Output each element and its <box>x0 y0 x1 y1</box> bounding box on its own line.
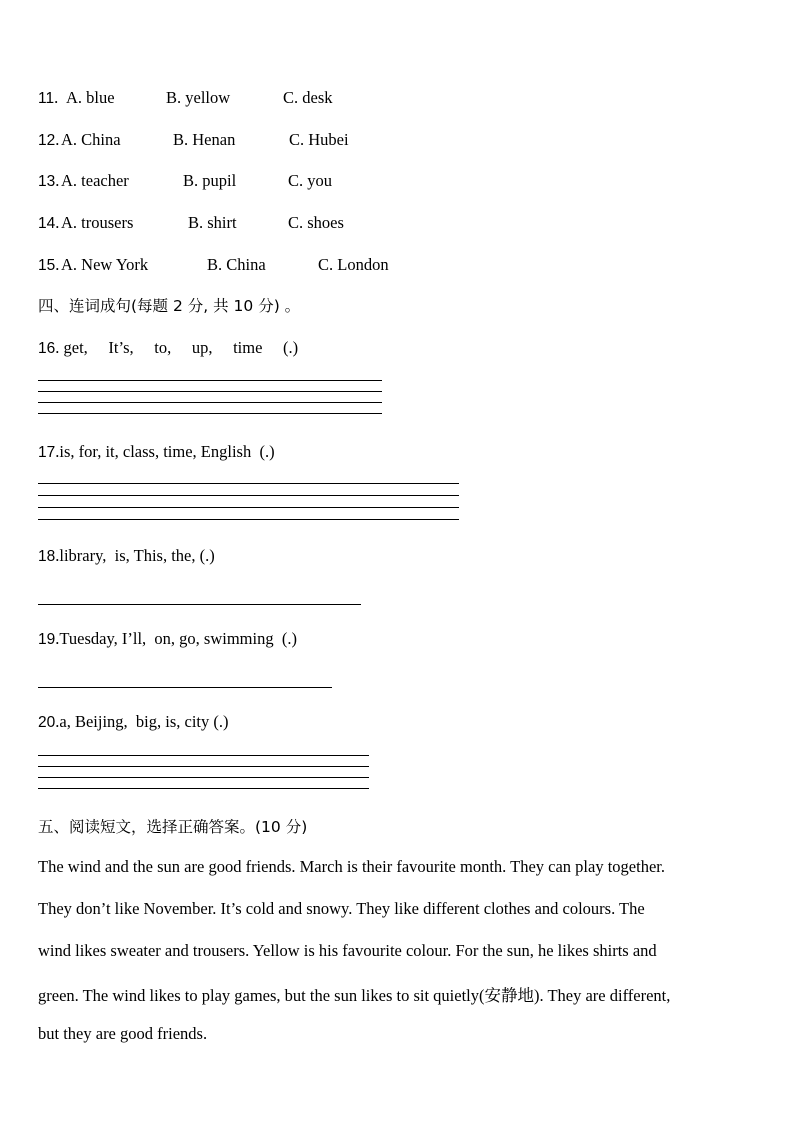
option-c: C. desk <box>283 88 333 107</box>
option-b: B. yellow <box>166 88 231 107</box>
question-separator: . <box>55 171 60 190</box>
passage-line: wind likes sweater and trousers. Yellow is his favourite colour. For the sun, he likes shirts and <box>38 941 657 960</box>
answer-line[interactable] <box>38 766 369 767</box>
option-c: C. London <box>318 255 389 274</box>
question-number: 20 <box>38 714 56 731</box>
option-b: B. shirt <box>188 213 237 232</box>
choice-question-14 <box>38 213 344 233</box>
option-a: A. blue <box>66 88 115 107</box>
passage-line: green. The wind likes to play games, but the sun likes to sit quietly(安静地). They are different, <box>38 986 671 1005</box>
answer-line[interactable] <box>38 604 361 605</box>
question-number: 13 <box>38 173 56 190</box>
passage-line: They don’t like November. It’s cold and snowy. They like different clothes and colours. The <box>38 899 645 918</box>
answer-line[interactable] <box>38 788 369 789</box>
answer-line[interactable] <box>38 495 459 496</box>
answer-line[interactable] <box>38 519 459 520</box>
question-number: 18 <box>38 548 56 565</box>
sentence-question-18 <box>38 546 215 566</box>
sentence-question-20 <box>38 712 228 732</box>
option-b: B. China <box>207 255 266 274</box>
question-separator: . <box>55 130 60 149</box>
sentence-question-17 <box>38 442 275 462</box>
option-a: A. teacher <box>61 171 129 190</box>
question-separator: . <box>55 255 60 274</box>
option-c: C. Hubei <box>289 130 349 149</box>
option-b: B. pupil <box>183 171 237 190</box>
answer-line[interactable] <box>38 777 369 778</box>
option-a: A. New York <box>61 255 149 274</box>
option-c: C. shoes <box>288 213 344 232</box>
option-a: A. trousers <box>61 213 134 232</box>
question-number: 11 <box>38 90 55 107</box>
answer-line[interactable] <box>38 402 382 403</box>
answer-line[interactable] <box>38 687 332 688</box>
choice-question-11 <box>38 88 333 108</box>
question-words: .a, Beijing, big, is, city (.) <box>55 712 229 731</box>
question-words: .Tuesday, I’ll, on, go, swimming (.) <box>55 629 297 648</box>
choice-question-12 <box>38 130 349 150</box>
question-number: 14 <box>38 215 56 232</box>
question-words: .is, for, it, class, time, English (.) <box>55 442 275 461</box>
option-b: B. Henan <box>173 130 236 149</box>
passage-line: but they are good friends. <box>38 1024 208 1043</box>
answer-line[interactable] <box>38 483 459 484</box>
option-a: A. China <box>61 130 121 149</box>
passage-line: The wind and the sun are good friends. March is their favourite month. They can play together. <box>38 857 665 876</box>
question-number: 19 <box>38 631 56 648</box>
answer-line[interactable] <box>38 391 382 392</box>
question-words: .library, is, This, the, (.) <box>55 546 215 565</box>
section-4-heading: 四、连词成句(每题 2 分, 共 10 分) 。 <box>38 297 301 315</box>
question-number: 17 <box>38 444 56 461</box>
question-number: 15 <box>38 257 56 274</box>
question-separator: . <box>55 213 60 232</box>
answer-line[interactable] <box>38 380 382 381</box>
answer-line[interactable] <box>38 413 382 414</box>
question-words: . get, It’s, to, up, time (.) <box>55 338 299 357</box>
option-c: C. you <box>288 171 333 190</box>
choice-question-15 <box>38 255 389 275</box>
choice-question-13 <box>38 171 333 191</box>
question-number: 16 <box>38 340 56 357</box>
answer-line[interactable] <box>38 755 369 756</box>
section-5-heading: 五、阅读短文，选择正确答案。(10 分) <box>38 818 308 836</box>
question-number: 12 <box>38 132 56 149</box>
question-separator: . <box>54 88 59 107</box>
sentence-question-19 <box>38 629 297 649</box>
sentence-question-16 <box>38 338 298 358</box>
answer-line[interactable] <box>38 507 459 508</box>
